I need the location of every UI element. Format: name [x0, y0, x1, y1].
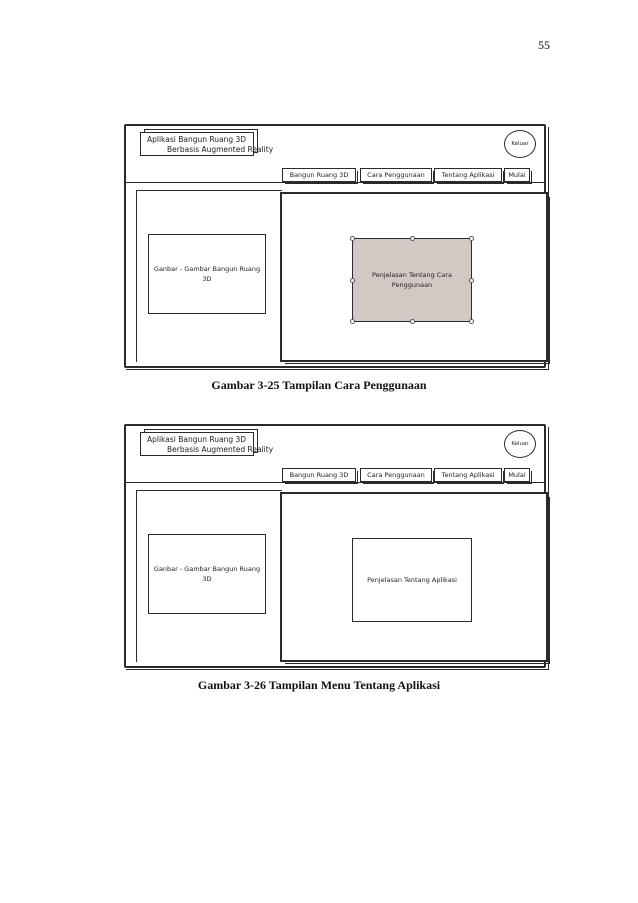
nav-mulai-button[interactable]: Mulai: [504, 468, 530, 482]
nav-cara-penggunaan-button[interactable]: Cara Penggunaan: [360, 468, 432, 482]
figure-caption: Gambar 3-25 Tampilan Cara Penggunaan: [211, 378, 427, 392]
image-placeholder: Ganbar - Gambar Bangun Ruang 3D: [148, 534, 266, 614]
content-panel: [280, 192, 548, 362]
figure-caption: Gambar 3-26 Tampilan Menu Tentang Aplikasi: [197, 678, 441, 692]
resize-handle[interactable]: [469, 236, 474, 241]
resize-handle[interactable]: [410, 319, 415, 324]
app-title: Aplikasi Bangun Ruang 3D: [147, 435, 247, 444]
image-placeholder: Ganbar - Gambar Bangun Ruang 3D: [148, 234, 266, 314]
nav-bangun-ruang-button[interactable]: Bangun Ruang 3D: [282, 468, 356, 482]
nav-cara-penggunaan-button[interactable]: Cara Penggunaan: [360, 168, 432, 182]
wireframe-tentang-aplikasi: [122, 424, 546, 670]
resize-handle[interactable]: [469, 278, 474, 283]
wireframe-cara-penggunaan: [122, 124, 546, 370]
page-number: 55: [538, 38, 550, 52]
app-title: Aplikasi Bangun Ruang 3D: [147, 135, 247, 144]
resize-handle[interactable]: [410, 236, 415, 241]
resize-handle[interactable]: [350, 319, 355, 324]
resize-handle[interactable]: [350, 278, 355, 283]
resize-handle[interactable]: [350, 236, 355, 241]
resize-handle[interactable]: [469, 319, 474, 324]
app-subtitle: Berbasis Augmented Reality: [167, 145, 274, 154]
exit-button[interactable]: Keluar: [504, 130, 536, 158]
exit-button[interactable]: Keluar: [504, 430, 536, 458]
nav-mulai-button[interactable]: Mulai: [504, 168, 530, 182]
app-title-box: [140, 132, 274, 156]
nav-tentang-aplikasi-button[interactable]: Tentang Aplikasi: [434, 468, 502, 482]
content-panel: [280, 492, 548, 662]
description-box: Penjelasan Tentang Cara Penggunaan: [352, 238, 472, 322]
nav-tentang-aplikasi-button[interactable]: Tentang Aplikasi: [434, 168, 502, 182]
app-subtitle: Berbasis Augmented Reality: [167, 445, 274, 454]
nav-bangun-ruang-button[interactable]: Bangun Ruang 3D: [282, 168, 356, 182]
app-title-box: [140, 432, 274, 456]
description-box: Penjelasan Tentang Aplikasi: [352, 538, 472, 622]
